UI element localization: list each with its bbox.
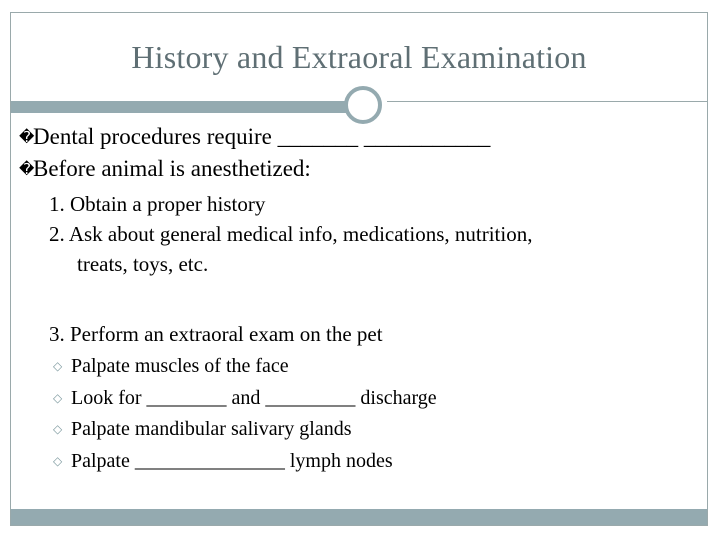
title-circle-ornament bbox=[344, 86, 382, 124]
sub-bullet-text: Look for ________ and _________ discharge bbox=[71, 386, 437, 409]
slide-frame bbox=[10, 12, 708, 526]
sub-bullet-text: Palpate _______________ lymph nodes bbox=[71, 449, 393, 472]
slide-body bbox=[19, 121, 699, 477]
bullet-text: Dental procedures require _______ ___________ bbox=[33, 124, 491, 149]
bullet-text: Before animal is anesthetized: bbox=[33, 156, 311, 181]
numbered-item-1: 1. Obtain a proper history bbox=[49, 192, 266, 216]
diamond-bullet-icon: ◇ bbox=[53, 359, 63, 373]
slide-title: History and Extraoral Examination bbox=[131, 39, 587, 75]
sub-bullet-look-for-discharge bbox=[19, 383, 699, 415]
numbered-item-2-continued: treats, toys, etc. bbox=[77, 252, 209, 276]
bullet-dental-procedures bbox=[19, 121, 699, 153]
bullet-before-anesthesia bbox=[19, 153, 699, 185]
bullet-glyph-icon: � bbox=[19, 160, 35, 178]
sub-bullet-salivary-glands bbox=[19, 414, 699, 446]
title-rule-right bbox=[387, 101, 707, 114]
diamond-bullet-icon: ◇ bbox=[53, 453, 63, 468]
sub-bullet-text: Palpate muscles of the face bbox=[71, 355, 289, 377]
diamond-bullet-icon: ◇ bbox=[53, 422, 63, 436]
sub-bullet-text: Palpate mandibular salivary glands bbox=[71, 418, 352, 440]
sub-bullet-lymph-nodes bbox=[19, 446, 699, 478]
sub-bullet-palpate-face bbox=[19, 351, 699, 383]
footer-bar bbox=[11, 509, 707, 525]
bullet-glyph-icon: � bbox=[19, 128, 35, 146]
diamond-bullet-icon: ◇ bbox=[53, 390, 63, 405]
title-rule-left bbox=[11, 101, 351, 113]
numbered-item-2: 2. Ask about general medical info, medications, nutrition, bbox=[49, 222, 533, 246]
numbered-item-3: 3. Perform an extraoral exam on the pet bbox=[49, 322, 383, 346]
